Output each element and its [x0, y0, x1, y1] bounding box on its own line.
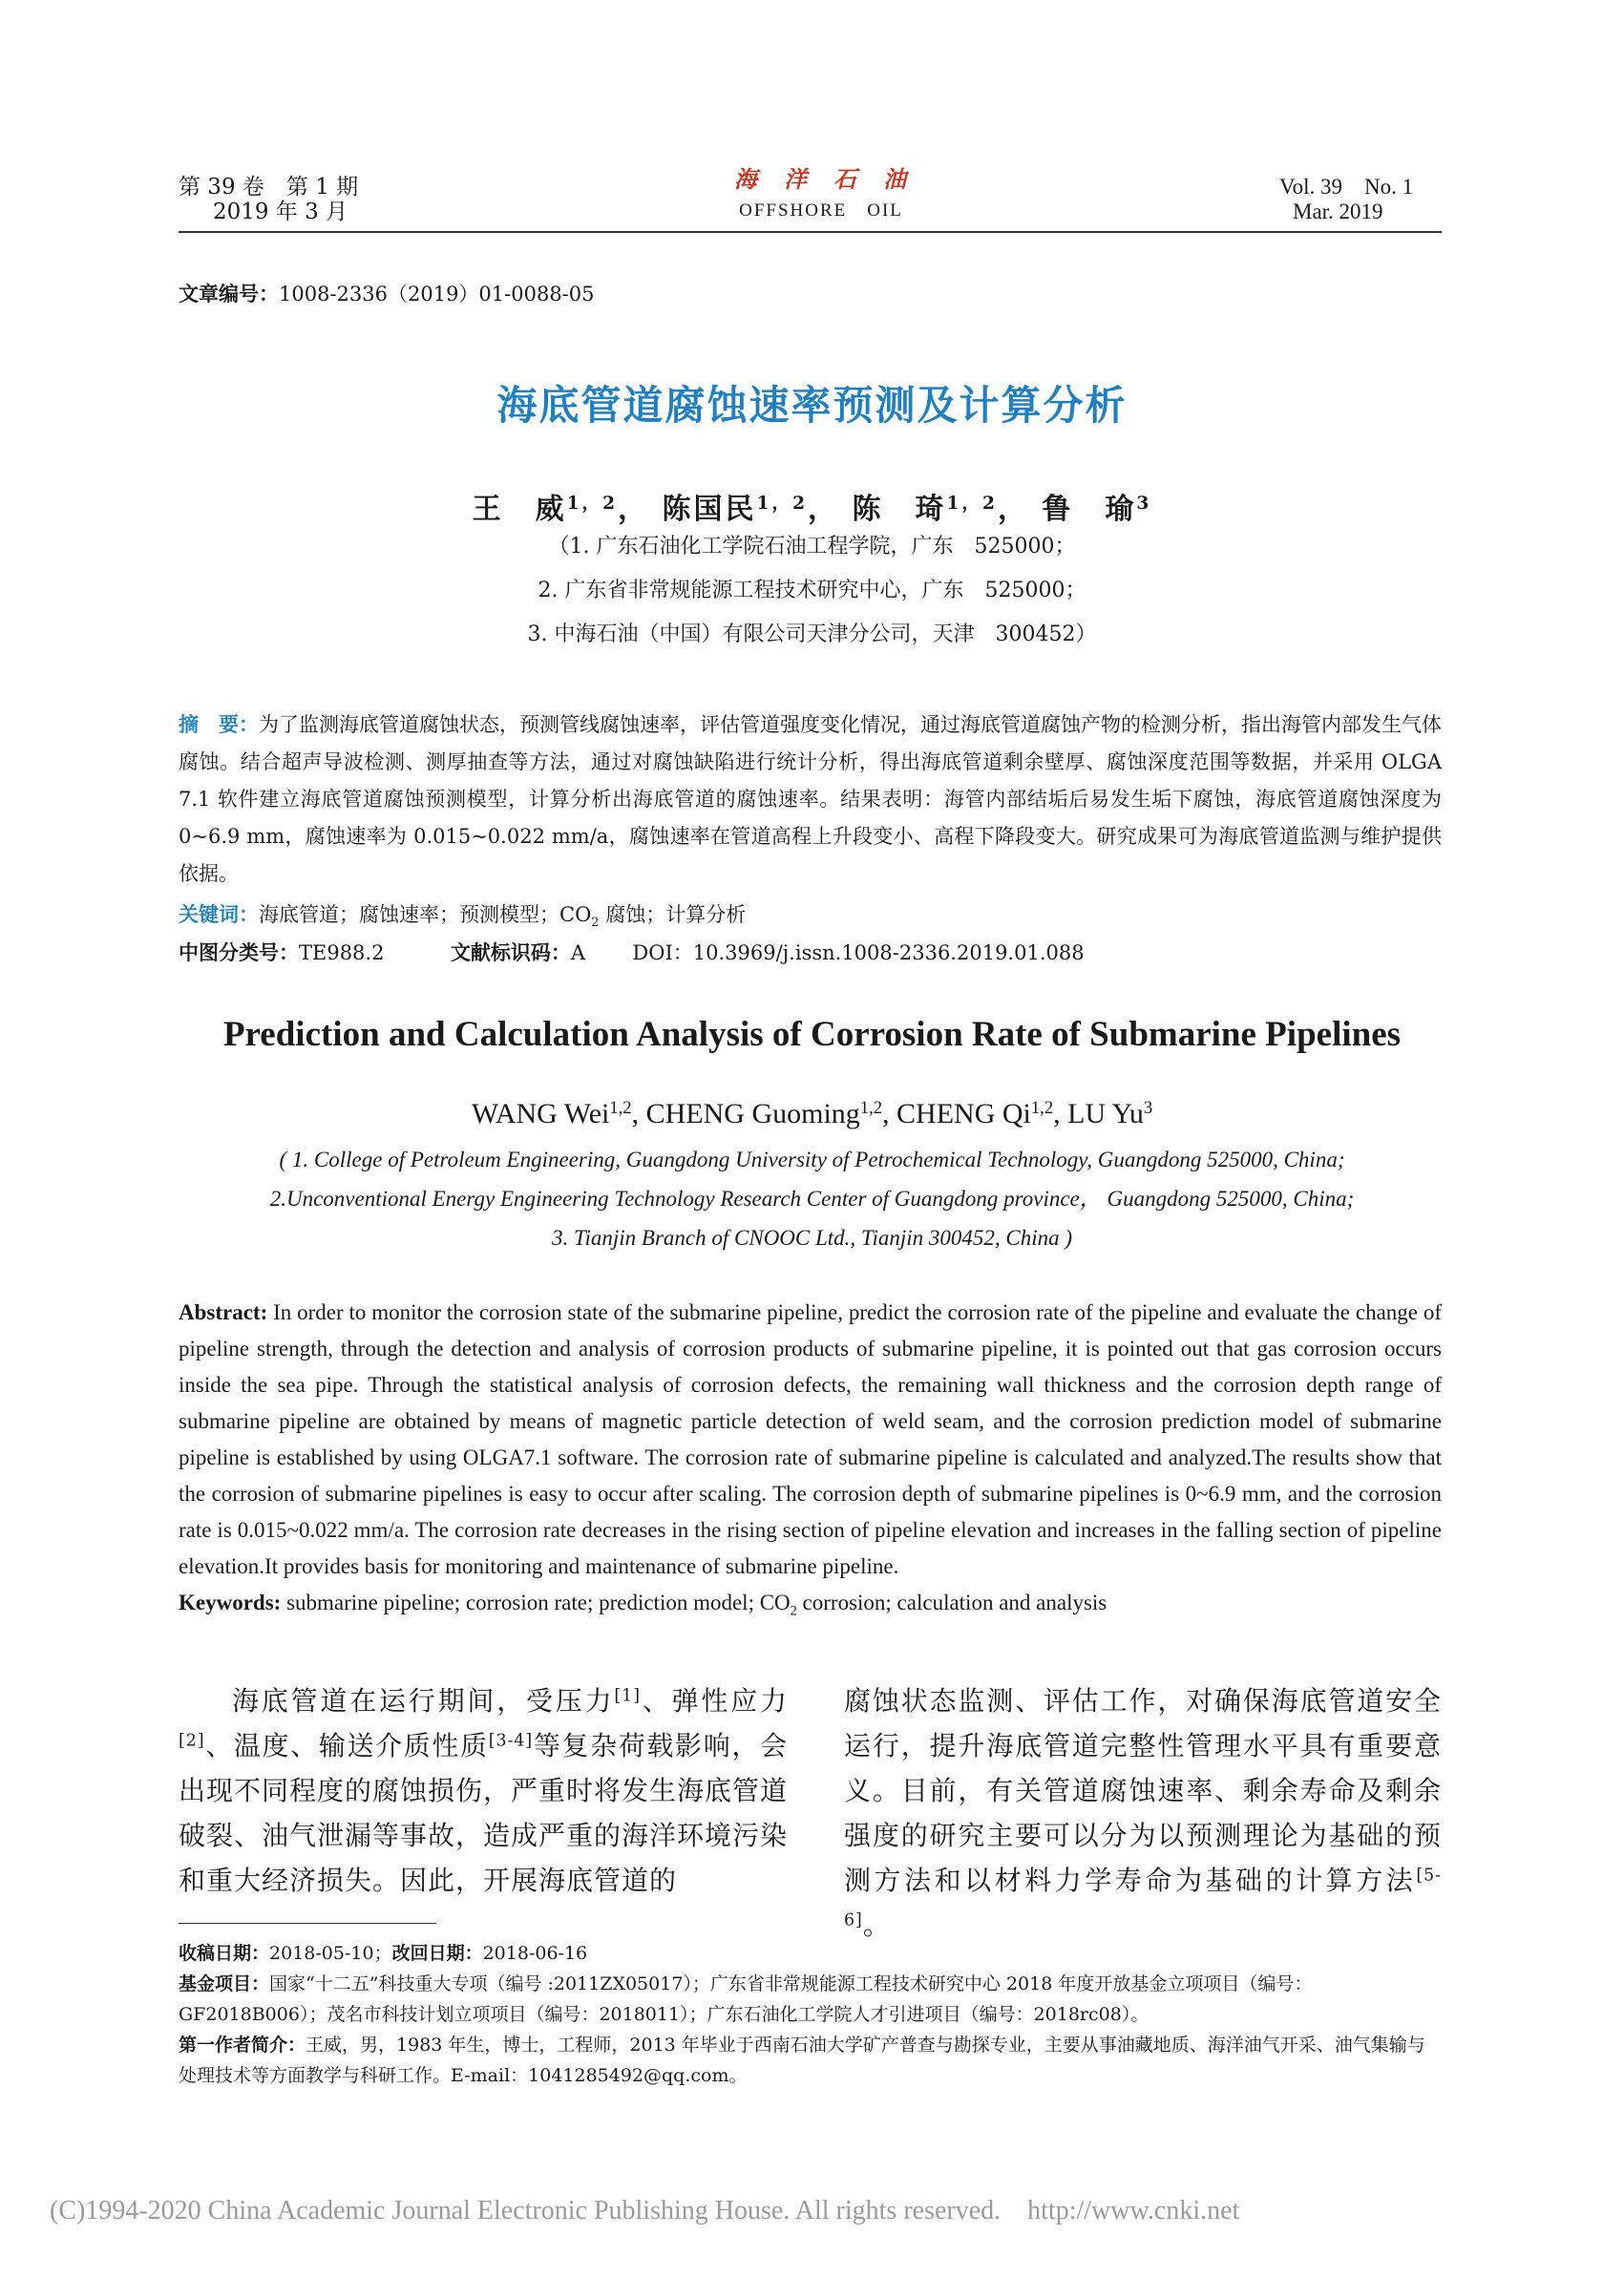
author-en: WANG Wei$^{1,2}$, — [471, 1097, 646, 1129]
copyright-text: (C)1994-2020 China Academic Journal Electronic Publishing House. All rights reserved. — [50, 2196, 1002, 2225]
keywords-cn-label: 关键词： — [179, 903, 259, 926]
doi-label: DOI： — [632, 941, 693, 964]
affiliation-en-1: ( 1. College of Petroleum Engineering, Guangdong University of Petrochemical Technology, Guangdong 525000, China; — [279, 1148, 1345, 1171]
footnote-rule — [179, 1923, 436, 1924]
volume-issue-en: Vol. 39 No. 1 — [1279, 175, 1414, 199]
abstract-en-text: In order to monitor the corrosion state of the submarine pipeline, predict the corrosion rate of the pipeline and evaluate the change of pipeline strength, through the detection and analysis of corrosion products of submarine pipeline, it is pointed out that gas corrosion occurs inside the sea pipe. Through the statistical analysis of corrosion defects, the remaining wall thickness and the corrosion depth range of submarine pipeline are obtained by means of magnetic particle detection of weld seam, and the corrosion prediction model of submarine pipeline is established by using OLGA7.1 software. The corrosion rate of submarine pipeline is calculated and analyzed.The results show that the corrosion of submarine pipelines is easy to occur after scaling. The corrosion depth of submarine pipelines is 0~6.9 mm, and the corrosion rate is 0.015~0.022 mm/a. The corrosion rate decreases in the rising section of pipeline elevation and increases in the falling section of pipeline elevation.It provides basis for monitoring and maintenance of submarine pipeline. — [179, 1300, 1442, 1578]
footnotes — [179, 1938, 1442, 2091]
abstract-cn-text: 为了监测海底管道腐蚀状态，预测管线腐蚀速率，评估管道强度变化情况，通过海底管道腐蚀产物的检测分析，指出海管内部发生气体腐蚀。结合超声导波检测、测厚抽查等方法，通过对腐蚀缺陷进行统计分析，得出海底管道剩余壁厚、腐蚀深度范围等数据，并采用 OLGA 7.1 软件建立海底管道腐蚀预测模型，计算分析出海底管道的腐蚀速率。结果表明：海管内部结垢后易发生垢下腐蚀，海底管道腐蚀深度为 0~6.9 mm，腐蚀速率为 0.015~0.022 mm/a，腐蚀速率在管道高程上升段变小、高程下降段变大。研究成果可为海底管道监测与维护提供依据。 — [179, 713, 1442, 885]
author-cn: 陈 琦$^{1,2}$， — [852, 493, 1029, 526]
abstract-cn-label: 摘 要： — [179, 713, 259, 736]
abstract-cn — [179, 707, 1442, 893]
citation: [5-6] — [844, 1866, 1442, 1930]
affiliation-cn-1: （1. 广东石油化工学院石油工程学院，广东 525000； — [548, 535, 1076, 559]
author-cn: 王 威$^{1,2}$， — [472, 493, 650, 526]
affiliation-cn-2: 2. 广东省非常规能源工程技术研究中心，广东 525000； — [538, 579, 1086, 602]
affiliation-cn-3: 3. 中海石油（中国）有限公司天津分公司，天津 300452） — [527, 622, 1097, 646]
header-left — [179, 175, 427, 224]
keywords-en: Keywords: submarine pipeline; corrosion rate; prediction model; $CO_2$ corrosion; calculation and analysis — [179, 1591, 1107, 1619]
citation: [3-4] — [488, 1731, 534, 1751]
affiliations-cn — [0, 525, 1624, 657]
author-cn: 陈国民$^{1,2}$， — [662, 493, 840, 526]
fund-project: 基金项目：国家“十二五”科技重大专项（编号 :2011ZX05017）；广东省非常规能源工程技术研究中心 2018 年度开放基金立项项目（编号：GF2018B006）；茂名市科技计划立项项目（编号：2018011）；广东石油化工学院人才引进项目（编号：2018rc08）。 — [179, 1973, 1313, 2025]
title-en: Prediction and Calculation Analysis of Corrosion Rate of Submarine Pipelines — [222, 1015, 1402, 1054]
header-rule — [179, 231, 1442, 233]
body-column-left: 海底管道在运行期间，受压力[1]、弹性应力[2]、温度、输送介质性质[3-4]等复杂荷载影响，会出现不同程度的腐蚀损伤，严重时将发生海底管道破裂、油气泄漏等事故，造成严重的海洋环境污染和重大经济损失。因此，开展海底管道的 — [179, 1685, 789, 1896]
date-en: Mar. 2019 — [1293, 200, 1383, 223]
affiliation-en-3: 3. Tianjin Branch of CNOOC Ltd., Tianjin 300452, China ) — [551, 1226, 1073, 1250]
clc-value: TE988.2 — [299, 941, 385, 964]
authors-cn — [0, 485, 1624, 527]
author-en: LU Yu$^3$ — [1067, 1097, 1153, 1129]
affiliations-en — [0, 1140, 1624, 1257]
cnki-url: http://www.cnki.net — [1027, 2196, 1240, 2225]
classification-line — [179, 936, 1442, 970]
received-dates: 收稿日期：2018-05-10；改回日期：2018-06-16 — [179, 1943, 588, 1964]
journal-name-en: OFFSHORE OIL — [739, 200, 903, 221]
copyright-footer — [50, 2196, 1577, 2226]
article-number — [179, 279, 595, 307]
header-right — [1232, 175, 1442, 224]
authors-en — [0, 1098, 1624, 1130]
keywords-cn: 关键词：海底管道；腐蚀速率；预测模型；$CO_2$ 腐蚀；计算分析 — [179, 903, 747, 931]
doc-code-value: A — [570, 941, 586, 964]
affiliation-en-2: 2.Unconventional Energy Engineering Technology Research Center of Guangdong province， Guangdong 525000, China; — [269, 1187, 1355, 1211]
author-en: CHENG Qi$^{1,2}$, — [896, 1097, 1068, 1129]
author-cn: 鲁 瑜$^3$ — [1042, 493, 1152, 526]
doc-code-label: 文献标识码： — [450, 941, 571, 964]
abstract-en — [179, 1295, 1442, 1585]
citation: [1] — [614, 1686, 641, 1706]
abstract-en-label: Abstract: — [179, 1300, 268, 1324]
journal-logo — [707, 160, 936, 221]
volume-issue-cn: 第 39 卷 第 1 期 — [179, 175, 359, 200]
body-column-right: 腐蚀状态监测、评估工作，对确保海底管道安全运行，提升海底管道完整性管理水平具有重要意义。目前，有关管道腐蚀速率、剩余寿命及剩余强度的研究主要可以分为以预测理论为基础的预测方法和以材料力学寿命为基础的计算方法[5-6]。 — [844, 1685, 1442, 1941]
keywords-en-label: Keywords: — [179, 1591, 282, 1614]
article-number-value: 1008-2336（2019）01-0088-05 — [279, 283, 595, 306]
author-en: CHENG Guoming$^{1,2}$, — [645, 1097, 897, 1129]
clc-label: 中图分类号： — [179, 941, 299, 964]
first-author-bio: 第一作者简介：王威，男，1983 年生，博士，工程师，2013 年毕业于西南石油大学矿产普查与勘探专业，主要从事油藏地质、海洋油气开采、油气集输与处理技术等方面教学与科研工作。E-mail：1041285492@qq.com。 — [179, 2035, 1425, 2086]
date-cn: 2019 年 3 月 — [213, 200, 348, 224]
doi-value: 10.3969/j.issn.1008-2336.2019.01.088 — [692, 941, 1085, 964]
title-cn: 海底管道腐蚀速率预测及计算分析 — [496, 382, 1128, 429]
article-number-label: 文章编号： — [179, 283, 279, 306]
journal-name-cn: 海 洋 石 油 — [734, 165, 908, 193]
citation: [2] — [179, 1731, 205, 1751]
